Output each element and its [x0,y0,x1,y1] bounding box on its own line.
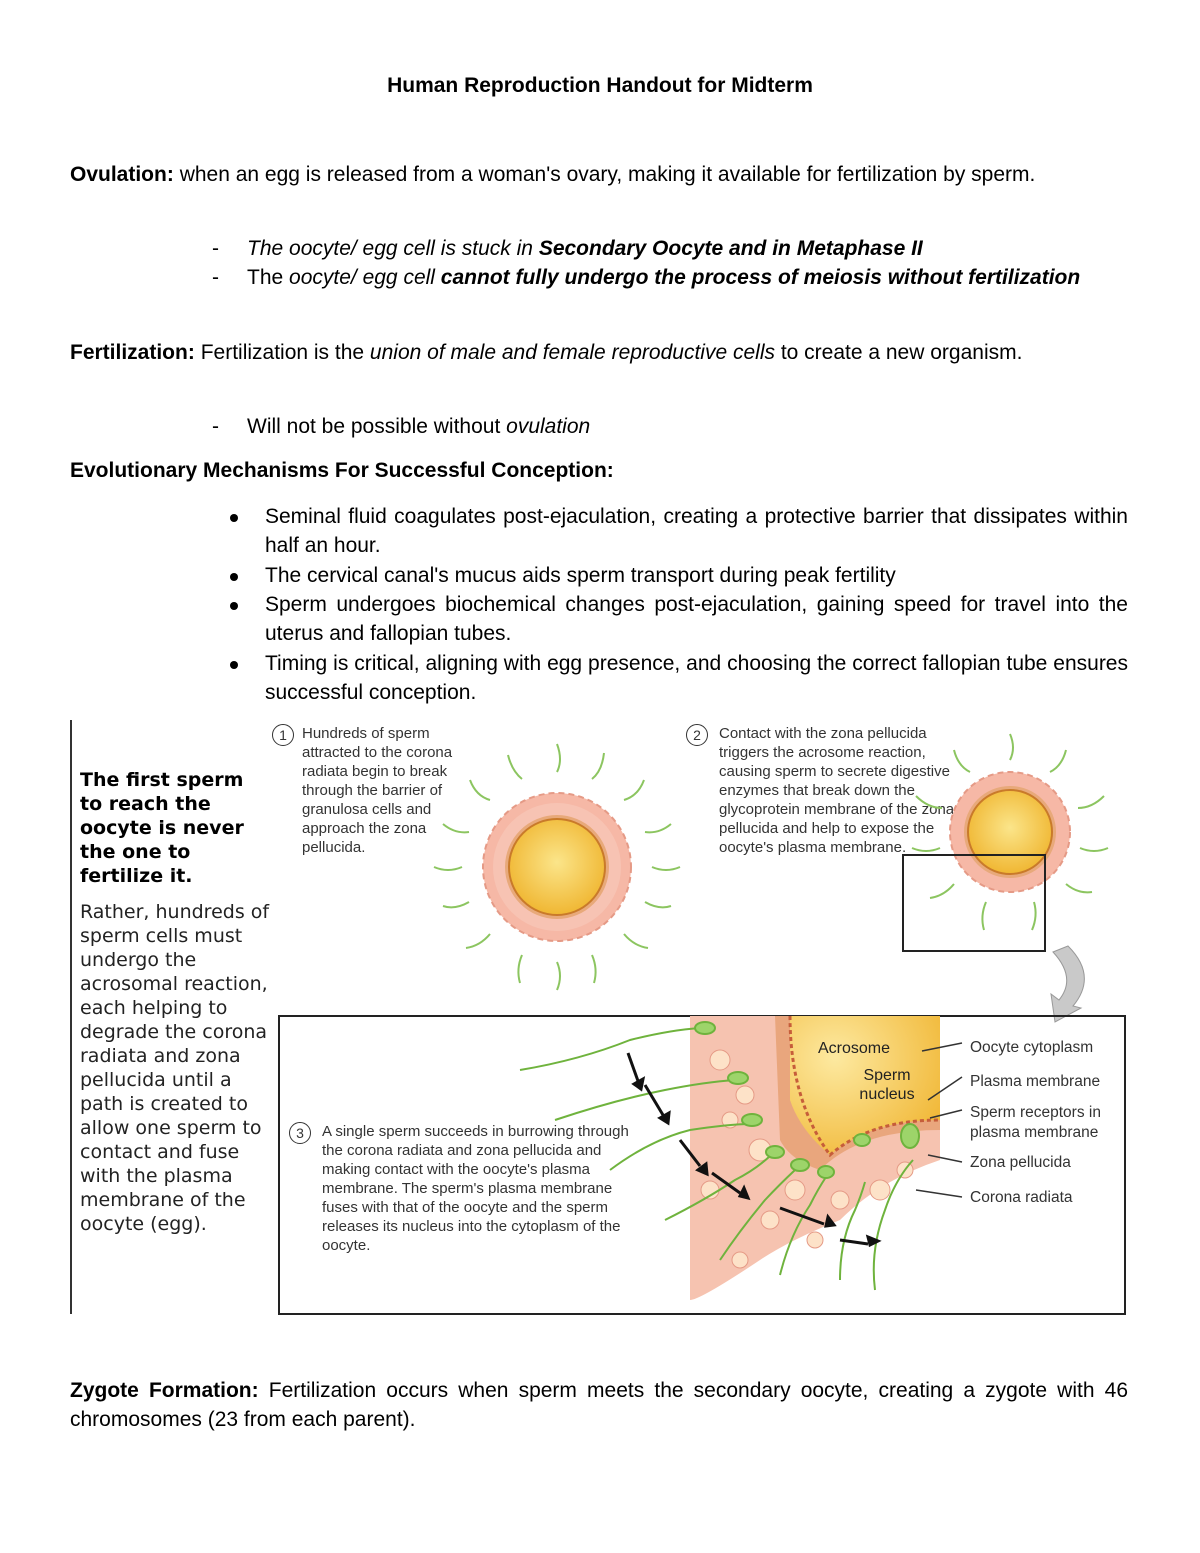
oocyte-2 [912,734,1108,930]
zygote-paragraph: Zygote Formation: Fertilization occurs when sperm meets the secondary oocyte, creating a zygote with 46 chromosomes (23 from each parent). [70,1379,1128,1431]
fertilization-paragraph: Fertilization: Fertilization is the union of male and female reproductive cells to create a new organism. [70,341,1023,364]
ovulation-paragraph [70,160,1128,189]
step-2-text: Contact with the zona pellucida triggers the acrosome reaction, causing sperm to secrete digestive enzymes that break down the glycoprotein membrane of the zona pellucida and help to expose the oocyte's plasma membrane. [719,725,955,856]
sperm-nucleus-label: Sperm nucleus [859,1067,915,1103]
side-bold-text: The first sperm to reach the oocyte is never the one to fertilize it. [80,769,244,887]
zygote-term: Zygote Formation: [70,1379,259,1402]
detail-oocyte [690,1016,940,1300]
callout-plasma-membrane: Plasma membrane [970,1073,1101,1090]
evolution-heading: Evolutionary Mechanisms For Successful Conception: [70,459,614,482]
callout-oocyte-cytoplasm: Oocyte cytoplasm [970,1039,1094,1056]
step-2-number: 2 [686,724,708,746]
callout-zona-pellucida: Zona pellucida [970,1154,1071,1171]
step-1-text: Hundreds of sperm attracted to the corona radiata begin to break through the barrier of granulosa cells and approach the zona pellucida. [302,725,453,856]
evolution-bullet: Seminal fluid coagulates post-ejaculation, creating a protective barrier that dissipates within half an hour. [230,502,1128,560]
fertilization-point: - Will not be possible without ovulation [212,415,591,438]
zoom-arrow [1051,946,1084,1022]
ovulation-point-1: - The oocyte/ egg cell is stuck in Secondary Oocyte and in Metaphase II [212,237,923,260]
evolution-bullet: Sperm undergoes biochemical changes post-ejaculation, gaining speed for travel into the uterus and fallopian tubes. [230,590,1128,648]
step-3-number: 3 [289,1122,311,1144]
step-1-number: 1 [272,724,294,746]
page-title: Human Reproduction Handout for Midterm [387,74,813,97]
evolution-bullet: The cervical canal's mucus aids sperm transport during peak fertility [230,561,1128,590]
side-body-text: Rather, hundreds of sperm cells must undergo the acrosomal reaction, each helping to degrade the corona radiata and zona pellucida until a path is created to allow one sperm to contact and fuse with the plasma membrane of the oocyte (egg). [80,901,270,1235]
callout-corona-radiata: Corona radiata [970,1189,1073,1206]
ovulation-term: Ovulation: [70,163,174,186]
evolution-bullet: Timing is critical, aligning with egg presence, and choosing the correct fallopian tube ensures successful conception. [230,649,1128,707]
callout-sperm-receptors: Sperm receptors in plasma membrane [970,1104,1101,1141]
fertilization-term: Fertilization: [70,341,195,364]
oocyte-1 [434,744,680,990]
step-3-text: A single sperm succeeds in burrowing through the corona radiata and zona pellucida and making contact with the oocyte's plasma membrane. The sperm's plasma membrane fuses with that of the oocyte and the sperm releases its nucleus into the cytoplasm of the oocyte. [322,1123,629,1254]
acrosome-label: Acrosome [818,1040,891,1057]
ovulation-point-2: - The oocyte/ egg cell cannot fully undergo the process of meiosis without fertilization [212,266,1081,289]
ovulation-definition: when an egg is released from a woman's ovary, making it available for fertilization by sperm. [179,163,1036,186]
